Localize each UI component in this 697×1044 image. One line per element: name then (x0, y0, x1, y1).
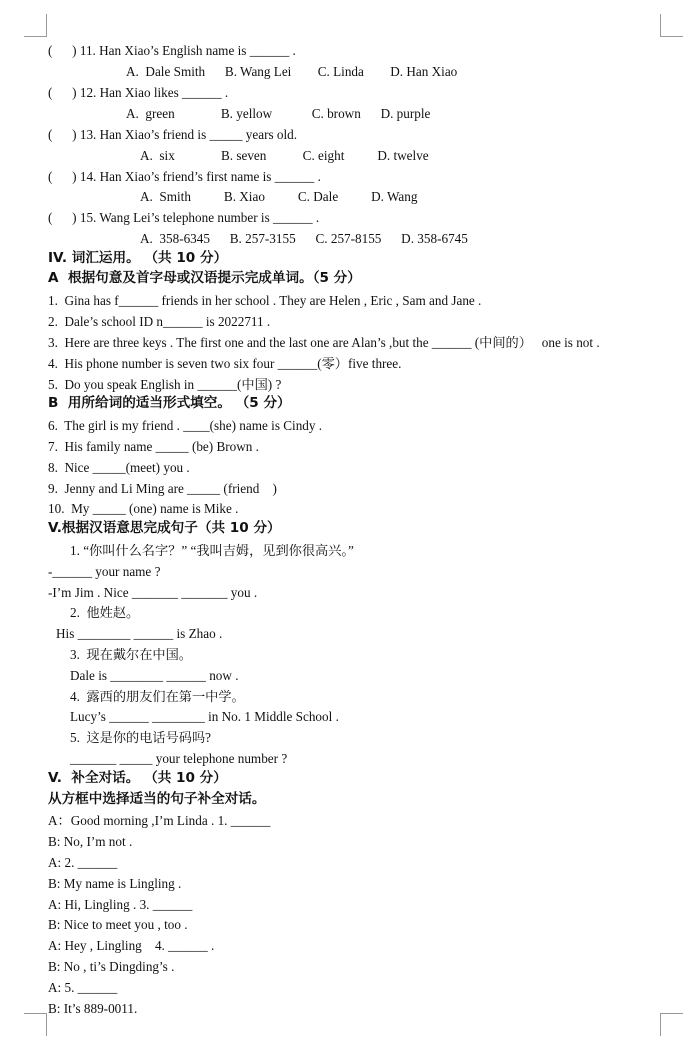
vocab-item-5: 5. Do you speak English in ______(中国) ? (48, 377, 282, 392)
vocab-item-3: 3. Here are three keys . The first one and the last one are Alan’s ,but the ______ (中间的） one is not . (48, 335, 600, 350)
dialogue-line-3: A: 2. ______ (48, 855, 118, 870)
crop-mark-bottom-left (24, 1013, 47, 1036)
dialogue-line-8: B: No , ti’s Dingding’s . (48, 959, 175, 974)
section-4-heading: IV. 词汇运用。 （共 10 分） (48, 250, 228, 266)
question-12-options: A. green B. yellow C. brown D. purple (126, 106, 431, 121)
question-15: ( ) 15. Wang Lei’s telephone number is ______ . (48, 210, 320, 225)
translation-4-chinese: 4. 露西的朋友们在第一中学。 (70, 689, 245, 704)
dialogue-line-10: B: It’s 889-0011. (48, 1001, 138, 1016)
question-14-options: A. Smith B. Xiao C. Dale D. Wang (140, 189, 418, 204)
form-item-8: 8. Nice _____(meet) you . (48, 460, 190, 475)
crop-mark-top-right (660, 14, 683, 37)
translation-2-chinese: 2. 他姓赵。 (70, 605, 140, 620)
form-item-6: 6. The girl is my friend . ____(she) name is Cindy . (48, 418, 323, 433)
vocab-item-1: 1. Gina has f______ friends in her school . They are Helen , Eric , Sam and Jane . (48, 293, 482, 308)
translation-5-chinese: 5. 这是你的电话号码吗? (70, 730, 212, 745)
translation-2-line: His ________ ______ is Zhao . (56, 626, 223, 641)
translation-1-chinese: 1. “你叫什么名字？” “我叫吉姆，见到你很高兴。” (70, 543, 354, 558)
dialogue-line-4: B: My name is Lingling . (48, 876, 182, 891)
translation-4-line: Lucy’s ______ ________ in No. 1 Middle School . (70, 709, 339, 724)
form-item-9: 9. Jenny and Li Ming are _____ (friend ) (48, 481, 277, 496)
dialogue-line-6: B: Nice to meet you , too . (48, 917, 188, 932)
dialogue-line-7: A: Hey , Lingling 4. ______ . (48, 938, 215, 953)
section-5-translation-heading: V.根据汉语意思完成句子（共 10 分） (48, 520, 281, 536)
question-12: ( ) 12. Han Xiao likes ______ . (48, 85, 229, 100)
translation-3-line: Dale is ________ ______ now . (70, 668, 239, 683)
translation-5-line: _______ _____ your telephone number ? (70, 751, 288, 766)
form-item-7: 7. His family name _____ (be) Brown . (48, 439, 259, 454)
dialogue-line-9: A: 5. ______ (48, 980, 118, 995)
translation-1-line-2: -I’m Jim . Nice _______ _______ you . (48, 585, 258, 600)
translation-3-chinese: 3. 现在戴尔在中国。 (70, 647, 192, 662)
translation-1-line-1: -______ your name ? (48, 564, 161, 579)
question-11: ( ) 11. Han Xiao’s English name is ______ . (48, 43, 296, 58)
crop-mark-bottom-right (660, 1013, 683, 1036)
question-15-options: A. 358-6345 B. 257-3155 C. 257-8155 D. 358-6745 (140, 231, 468, 246)
question-14: ( ) 14. Han Xiao’s friend’s first name is ______ . (48, 169, 321, 184)
section-4a-heading: A 根据句意及首字母或汉语提示完成单词。（5 分） (48, 270, 361, 286)
dialogue-line-5: A: Hi, Lingling . 3. ______ (48, 897, 193, 912)
question-13-options: A. six B. seven C. eight D. twelve (140, 148, 429, 163)
vocab-item-4: 4. His phone number is seven two six four ______(零）five three. (48, 356, 402, 371)
form-item-10: 10. My _____ (one) name is Mike . (48, 501, 239, 516)
crop-mark-top-left (24, 14, 47, 37)
section-4b-heading: B 用所给词的适当形式填空。 （5 分） (48, 395, 291, 411)
dialogue-line-2: B: No, I’m not . (48, 834, 133, 849)
vocab-item-2: 2. Dale’s school ID n______ is 2022711 . (48, 314, 271, 329)
question-11-options: A. Dale Smith B. Wang Lei C. Linda D. Han Xiao (126, 64, 458, 79)
dialogue-line-1: A：Good morning ,I’m Linda . 1. ______ (48, 813, 271, 828)
question-13: ( ) 13. Han Xiao’s friend is _____ years old. (48, 127, 298, 142)
section-5-dialogue-heading: V. 补全对话。 （共 10 分） (48, 770, 227, 786)
dialogue-instruction: 从方框中选择适当的句子补全对话。 (48, 791, 266, 807)
